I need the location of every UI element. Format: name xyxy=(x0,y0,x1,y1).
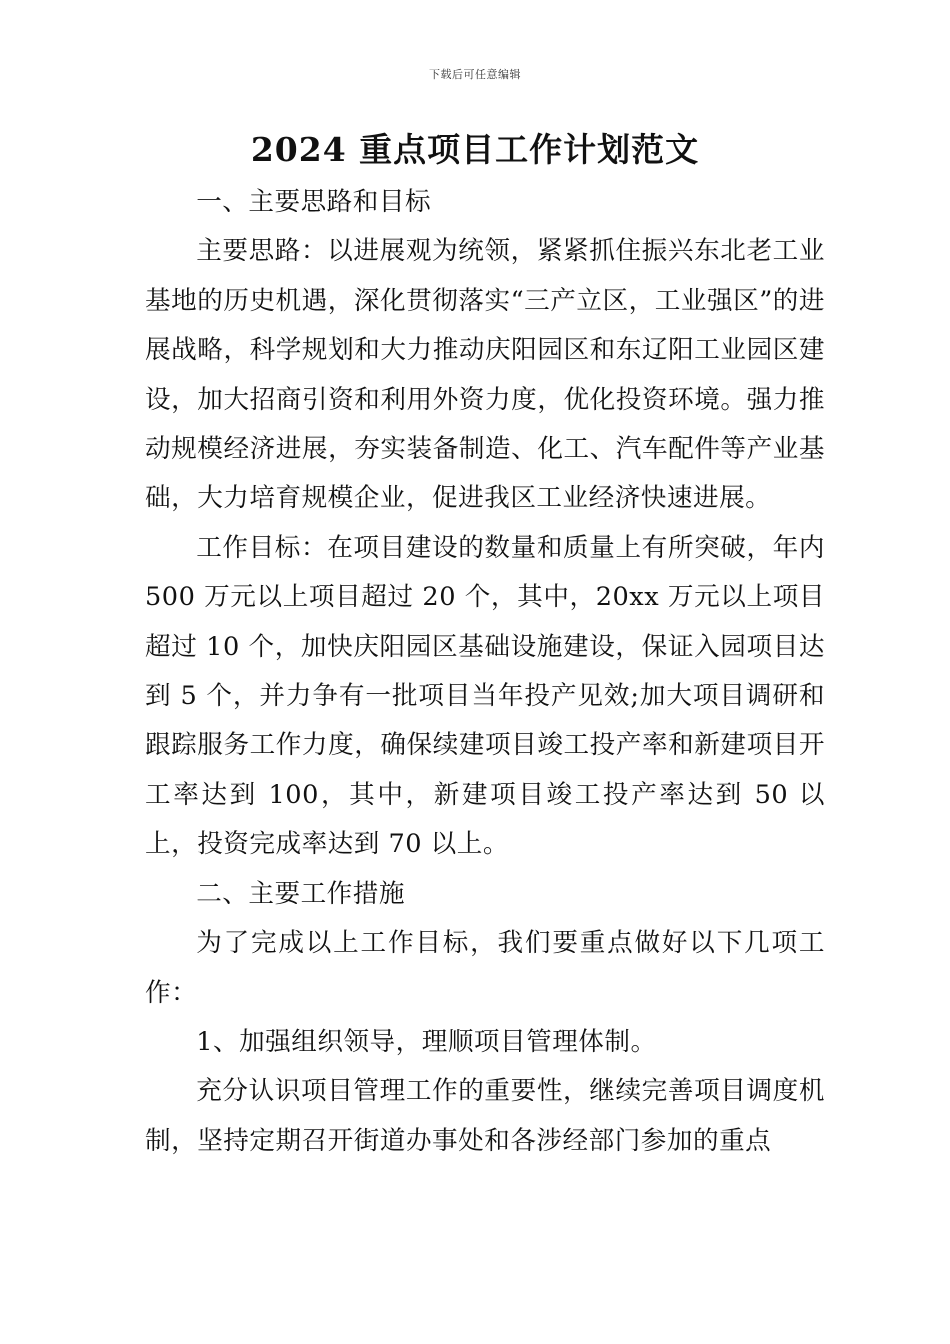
paragraph-work-goals: 工作目标：在项目建设的数量和质量上有所突破，年内 500 万元以上项目超过 20 个，其中，20xx 万元以上项目超过 10 个，加快庆阳园区基础设施建设，保证入园项目达到 5 个，并力争有一批项目当年投产见效;加大项目调研和跟踪服务工作力度，确保续建项目竣工投产率和新建项目开工率达到 100，其中，新建项目竣工投产率达到 50 以上，投资完成率达到 70 以上。 xyxy=(145,532,825,860)
header-note: 下载后可任意编辑 xyxy=(429,68,521,81)
subheading-1: 1、加强组织领导，理顺项目管理体制。 xyxy=(196,1026,657,1057)
section-heading-2: 二、主要工作措施 xyxy=(196,878,405,909)
paragraph-intro-measures: 为了完成以上工作目标，我们要重点做好以下几项工作： xyxy=(145,928,825,1008)
paragraph-main-ideas: 主要思路：以进展观为统领，紧紧抓住振兴东北老工业基地的历史机遇，深化贯彻落实“三产立区，工业强区”的进展战略，科学规划和大力推动庆阳园区和东辽阳工业园区建设，加大招商引资和利用外资力度，优化投资环境。强力推动规模经济进展，夯实装备制造、化工、汽车配件等产业基础，大力培育规模企业，促进我区工业经济快速进展。 xyxy=(145,236,825,514)
document-body xyxy=(145,178,825,1166)
section-heading-1: 一、主要思路和目标 xyxy=(196,187,432,217)
document-title: 2024 重点项目工作计划范文 xyxy=(250,130,700,169)
paragraph-project-management: 充分认识项目管理工作的重要性，继续完善项目调度机制，坚持定期召开街道办事处和各涉经部门参加的重点 xyxy=(145,1076,825,1156)
